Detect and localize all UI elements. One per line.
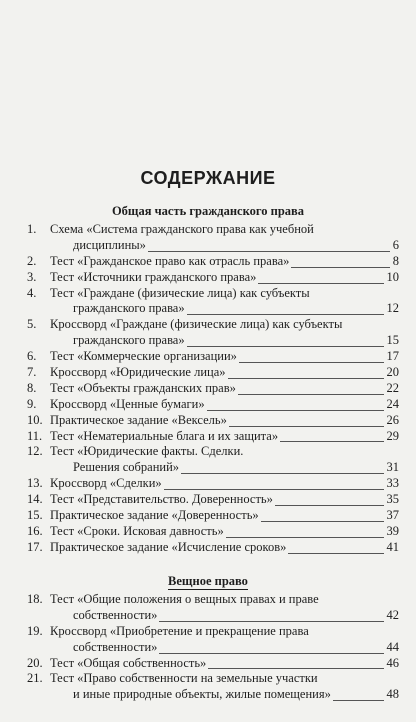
toc-page-number: 24	[384, 397, 400, 413]
toc-page-number: 41	[384, 540, 400, 556]
toc-entry-title: Кроссворд «Приобретение и прекращение права	[50, 623, 309, 638]
toc-page-number: 39	[384, 524, 400, 540]
toc-entry-title: Тест «Объекты гражданских прав»	[50, 380, 236, 395]
toc-entry	[27, 317, 399, 333]
toc-page-number: 33	[384, 476, 400, 492]
toc-entry-title: Схема «Система гражданского права как учебной	[50, 222, 314, 236]
toc-entry-title: Кроссворд «Граждане (физические лица) как субъекты	[50, 317, 343, 332]
toc-entry-number: 19.	[27, 623, 43, 638]
toc-entry-title: гражданского права»	[73, 301, 185, 316]
toc-page-number: 6	[390, 238, 399, 254]
toc-section-general	[27, 222, 399, 556]
toc-entry-number: 5.	[27, 317, 37, 332]
toc-page-number: 29	[384, 429, 400, 445]
toc-entry-title: Тест «Граждане (физические лица) как субъекты	[50, 285, 310, 300]
toc-entry-title: и иные природные объекты, жилые помещения»	[73, 687, 331, 702]
toc-entry	[27, 349, 399, 365]
toc-entry-title: Кроссворд «Юридические лица»	[50, 365, 226, 380]
toc-entry-title: дисциплины»	[73, 237, 146, 252]
toc-section-property	[27, 592, 399, 703]
toc-entry	[27, 413, 399, 429]
toc-entry	[27, 381, 399, 397]
toc-entry-title: Тест «Юридические факты. Сделки.	[50, 444, 244, 459]
toc-page-number: 26	[384, 413, 400, 429]
toc-page-number: 46	[384, 656, 400, 672]
toc-page-number: 48	[384, 687, 400, 703]
toc-entry	[27, 365, 399, 381]
toc-entry	[27, 397, 399, 413]
toc-entry-title: собственности»	[73, 639, 158, 654]
toc-entry-title: Практическое задание «Исчисление сроков»	[50, 539, 287, 554]
toc-entry	[27, 492, 399, 508]
toc-entry-number: 21.	[27, 671, 43, 686]
toc-entry-title: Кроссворд «Ценные бумаги»	[50, 396, 205, 411]
toc-entry-title: Тест «Гражданское право как отрасль права»	[50, 253, 290, 268]
toc-entry	[27, 508, 399, 524]
toc-entry	[27, 640, 399, 656]
toc-entry	[27, 608, 399, 624]
toc-entry-number: 20.	[27, 655, 43, 670]
toc-page-number: 22	[384, 381, 400, 397]
toc-page-number: 10	[384, 270, 400, 286]
toc-page-number: 17	[384, 349, 400, 365]
toc-entry	[27, 460, 399, 476]
toc-entry	[27, 238, 399, 254]
toc-entry-title: Тест «Сроки. Исковая давность»	[50, 523, 224, 538]
toc-page-number: 15	[384, 333, 400, 349]
toc-entry-number: 6.	[27, 349, 37, 364]
section-heading-property: Вещное право	[168, 574, 248, 588]
toc-page-number: 12	[384, 301, 400, 317]
toc-entry	[27, 286, 399, 302]
toc-entry-title: Практическое задание «Вексель»	[50, 412, 227, 427]
toc-entry-number: 16.	[27, 523, 43, 538]
toc-entry-number: 1.	[27, 222, 37, 236]
toc-entry	[27, 524, 399, 540]
toc-entry-title: Тест «Общая собственность»	[50, 655, 207, 670]
page-title: СОДЕРЖАНИЕ	[140, 168, 276, 188]
toc-entry	[27, 671, 399, 687]
toc-entry-number: 11.	[27, 428, 43, 443]
toc-entry	[27, 254, 399, 270]
toc-page-number: 37	[384, 508, 400, 524]
toc-entry-title: Тест «Нематериальные блага и их защита»	[50, 428, 279, 443]
toc-entry-title: Кроссворд «Сделки»	[50, 476, 162, 491]
toc-entry	[27, 476, 399, 492]
toc-entry-number: 14.	[27, 492, 43, 507]
toc-entry-title: Тест «Право собственности на земельные участки	[50, 671, 318, 686]
toc-entry-number: 4.	[27, 285, 37, 300]
toc-entry-title: Тест «Коммерческие организации»	[50, 349, 237, 364]
toc-entry-number: 8.	[27, 380, 37, 395]
toc-entry-title: гражданского права»	[73, 333, 185, 348]
toc-entry	[27, 592, 399, 608]
toc-entry-number: 18.	[27, 592, 43, 606]
toc-entry-number: 17.	[27, 539, 43, 554]
toc-entry-title: Тест «Представительство. Доверенность»	[50, 492, 273, 507]
toc-entry	[27, 687, 399, 703]
toc-entry	[27, 222, 399, 238]
toc-entry	[27, 540, 399, 556]
toc-entry-title: собственности»	[73, 607, 158, 622]
toc-entry-number: 15.	[27, 508, 43, 523]
toc-entry	[27, 301, 399, 317]
toc-entry-title: Решения собраний»	[73, 460, 180, 475]
toc-entry-number: 2.	[27, 253, 37, 268]
toc-entry	[27, 270, 399, 286]
toc-page-number: 35	[384, 492, 400, 508]
section-heading-general: Общая часть гражданского права	[111, 204, 305, 218]
toc-entry-number: 12.	[27, 444, 43, 459]
toc-entry-title: Тест «Общие положения о вещных правах и праве	[50, 592, 319, 606]
toc-page-number: 20	[384, 365, 400, 381]
toc-entry	[27, 333, 399, 349]
toc-page-number: 42	[384, 608, 400, 624]
toc-page-number: 44	[384, 640, 400, 656]
toc-entry	[27, 624, 399, 640]
toc-entry	[27, 429, 399, 445]
toc-entry-title: Тест «Источники гражданского права»	[50, 269, 257, 284]
toc-entry-number: 3.	[27, 269, 37, 284]
toc-entry-title: Практическое задание «Доверенность»	[50, 508, 259, 523]
toc-page-number: 8	[390, 254, 399, 270]
toc-entry-number: 9.	[27, 396, 37, 411]
toc-entry	[27, 444, 399, 460]
toc-entry	[27, 656, 399, 672]
toc-entry-number: 7.	[27, 365, 37, 380]
toc-page-number: 31	[384, 460, 400, 476]
toc-entry-number: 10.	[27, 412, 43, 427]
toc-entry-number: 13.	[27, 476, 43, 491]
